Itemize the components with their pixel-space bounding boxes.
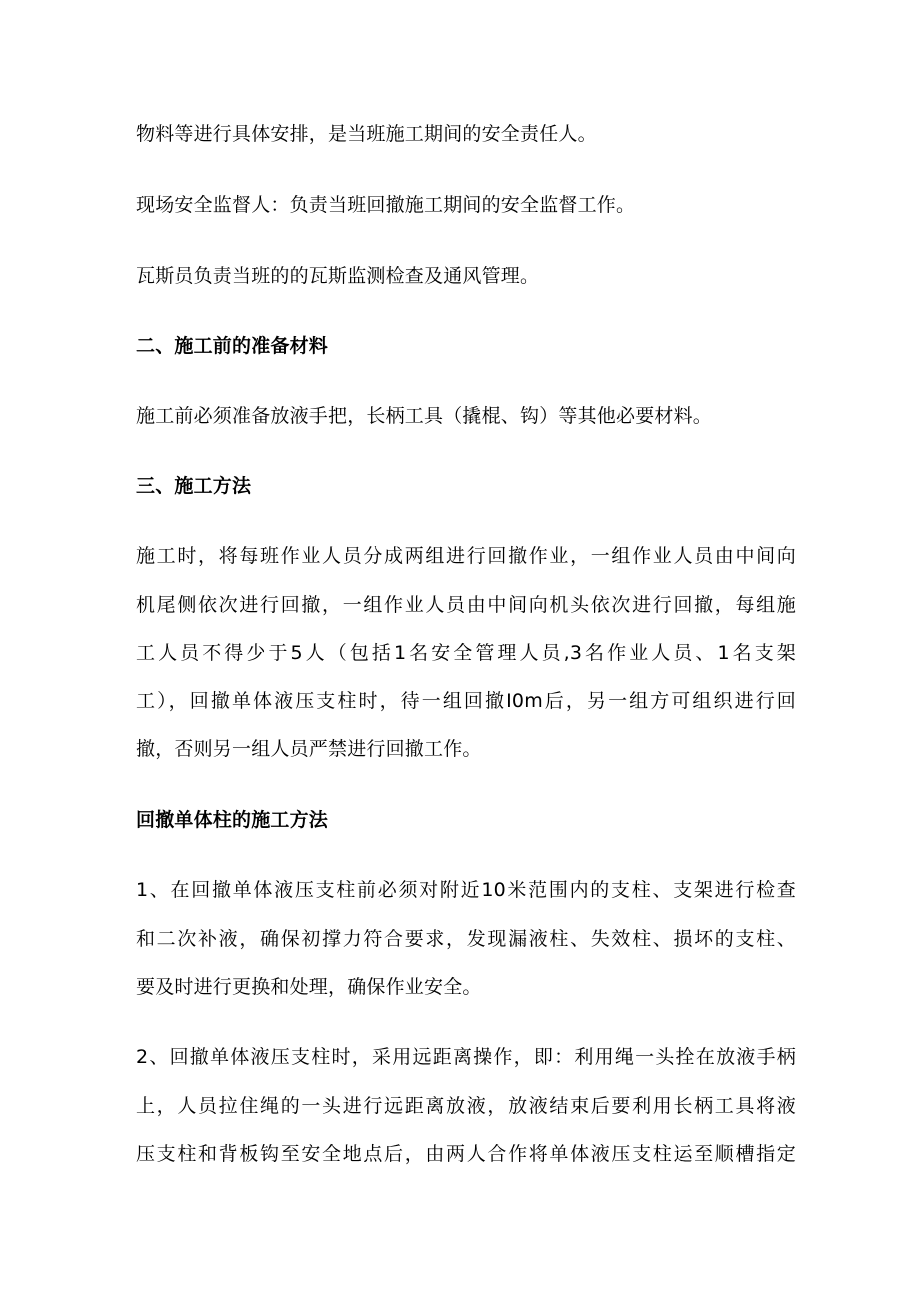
text-line: 压支柱和背板钩至安全地点后，由两人合作将单体液压支柱运至顺槽指定 [136,1143,796,1165]
section-heading: 二、施工前的准备材料 [136,335,329,357]
text-line: 工），回撤单体液压支柱时，待一组回撤I0m后，另一组方可组织进行回 [136,690,796,712]
text-line: 1、在回撤单体液压支柱前必须对附近10米范围内的支柱、支架进行检查 [136,879,796,901]
text-line: 和二次补液，确保初撑力符合要求，发现漏液柱、失效柱、损坏的支柱、 [136,928,796,950]
section-heading: 三、施工方法 [136,475,252,497]
text-line: 2、回撤单体液压支柱时，采用远距离操作，即：利用绳一头拴在放液手柄 [136,1046,796,1068]
text-line: 要及时进行更换和处理，确保作业安全。 [136,976,482,998]
subsection-heading: 回撤单体柱的施工方法 [136,809,329,831]
text-line: 瓦斯员负责当班的的瓦斯监测检查及通风管理。 [136,265,540,287]
text-line: 上，人员拉住绳的一头进行远距离放液，放液结束后要利用长柄工具将液 [136,1095,796,1117]
text-line: 现场安全监督人：负责当班回撤施工期间的安全监督工作。 [136,194,636,216]
text-line: 施工时，将每班作业人员分成两组进行回撤作业，一组作业人员由中间向 [136,545,796,567]
text-line: 施工前必须准备放液手把，长柄工具（撬棍、钩）等其他必要材料。 [136,405,713,427]
text-line: 撤，否则另一组人员严禁进行回撤工作。 [136,738,482,760]
text-line: 工人员不得少于5人（包括1名安全管理人员,3名作业人员、1名支架 [136,642,796,664]
text-line: 机尾侧依次进行回撤，一组作业人员由中间向机头依次进行回撤，每组施 [136,594,796,616]
text-line: 物料等进行具体安排，是当班施工期间的安全责任人。 [136,123,597,145]
